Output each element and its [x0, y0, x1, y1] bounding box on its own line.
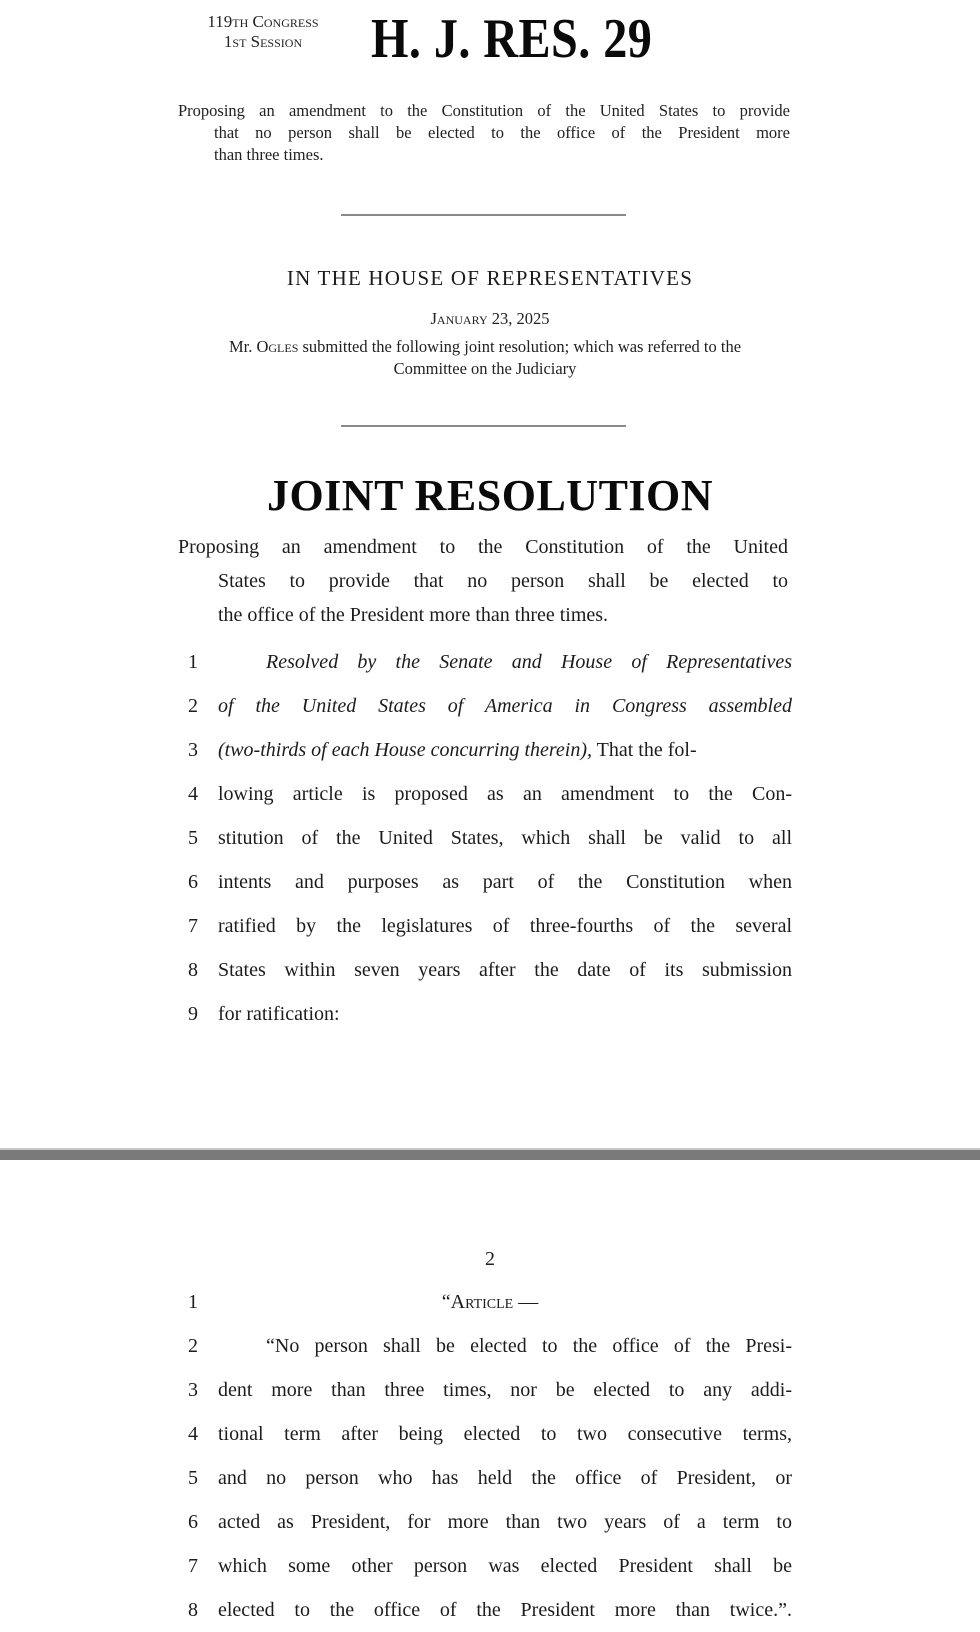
line-text: lowing article is proposed as an amendment to the Con- — [218, 783, 792, 805]
line-number: 4 — [188, 783, 198, 805]
short-title-line: than three times. — [214, 145, 324, 164]
numbered-line — [180, 1500, 792, 1544]
long-title — [178, 530, 788, 632]
numbered-line — [180, 1588, 792, 1632]
congress-number: 119th Congress — [207, 12, 319, 31]
session-number: 1st Session — [223, 32, 303, 51]
short-title-line: Proposing an amendment to the Constitution of the United States to provide — [178, 101, 790, 120]
numbered-line — [180, 640, 792, 684]
line-text — [218, 728, 792, 772]
line-text: “No person shall be elected to the office of the Presi- — [266, 1335, 792, 1357]
numbered-line — [180, 1544, 792, 1588]
line-text: elected to the office of the President more than twice.”. — [218, 1599, 792, 1621]
italic-text: of the United States of America in Congress assembled — [218, 695, 792, 717]
line-text: and no person who has held the office of President, or — [218, 1467, 792, 1489]
line-text: which some other person was elected President shall be — [218, 1555, 792, 1577]
italic-text: (two-thirds of each House concurring therein), — [218, 739, 593, 761]
numbered-line — [180, 1456, 792, 1500]
page-number: 2 — [485, 1248, 495, 1270]
line-number: 5 — [188, 827, 198, 849]
line-number: 3 — [188, 739, 198, 761]
numbered-line — [180, 772, 792, 816]
line-text: ratified by the legislatures of three-fourths of the several — [218, 915, 792, 937]
numbered-line — [180, 728, 792, 772]
line-number: 5 — [188, 1467, 198, 1489]
line-text: tional term after being elected to two consecutive terms, — [218, 1423, 792, 1445]
long-title-line: the office of the President more than three times. — [218, 604, 609, 626]
line-number: 3 — [188, 1379, 198, 1401]
italic-text: Resolved by the Senate and House of Representatives — [266, 651, 792, 673]
bill-number: H. J. RES. 29 — [371, 8, 653, 70]
numbered-line — [180, 1280, 792, 1324]
line-number: 2 — [188, 695, 198, 717]
line-text: States within seven years after the date of its submission — [218, 959, 792, 981]
roman-text: That the fol- — [592, 739, 697, 761]
line-text: for ratification: — [218, 1003, 340, 1025]
horizontal-rule — [341, 214, 626, 216]
line-number: 1 — [188, 651, 198, 673]
line-text: stitution of the United States, which shall be valid to all — [218, 827, 792, 849]
line-text: dent more than three times, nor be elected to any addi- — [218, 1379, 792, 1401]
line-text — [266, 640, 792, 684]
numbered-line — [180, 860, 792, 904]
numbered-line — [180, 684, 792, 728]
long-title-line: States to provide that no person shall be elected to — [218, 570, 788, 592]
line-number: 2 — [188, 1335, 198, 1357]
article-text — [180, 1280, 792, 1632]
numbered-line — [180, 992, 792, 1036]
article-heading: “Article — — [441, 1291, 539, 1313]
page-break-divider — [0, 1148, 980, 1160]
long-title-line: Proposing an amendment to the Constitution of the United — [178, 536, 788, 558]
line-number: 7 — [188, 1555, 198, 1577]
numbered-line — [180, 1368, 792, 1412]
line-number: 7 — [188, 915, 198, 937]
numbered-line — [180, 1324, 792, 1368]
short-title — [178, 100, 790, 166]
line-number: 9 — [188, 1003, 198, 1025]
line-text — [218, 684, 792, 728]
line-number: 8 — [188, 1599, 198, 1621]
sponsor-name: Ogles — [256, 337, 299, 356]
numbered-line — [180, 948, 792, 992]
line-number: 8 — [188, 959, 198, 981]
line-text: intents and purposes as part of the Constitution when — [218, 871, 792, 893]
introduced-date: January 23, 2025 — [430, 309, 550, 328]
horizontal-rule — [341, 425, 626, 427]
chamber-heading: IN THE HOUSE OF REPRESENTATIVES — [286, 266, 694, 290]
line-number: 6 — [188, 1511, 198, 1533]
sponsor-text: submitted the following joint resolution; which was referred to the — [298, 337, 742, 356]
numbered-line — [180, 816, 792, 860]
resolving-clause — [180, 640, 792, 1036]
sponsor-prefix: Mr. — [228, 337, 257, 356]
line-number: 4 — [188, 1423, 198, 1445]
line-number: 6 — [188, 871, 198, 893]
short-title-line: that no person shall be elected to the office of the President more — [214, 123, 790, 142]
line-text: acted as President, for more than two years of a term to — [218, 1511, 792, 1533]
congress-session-label — [178, 12, 348, 52]
numbered-line — [180, 904, 792, 948]
sponsor-statement — [180, 336, 790, 380]
committee-referral: Committee on the Judiciary — [393, 359, 577, 378]
line-number: 1 — [188, 1291, 198, 1313]
document-type-heading: JOINT RESOLUTION — [266, 471, 714, 520]
numbered-line — [180, 1412, 792, 1456]
